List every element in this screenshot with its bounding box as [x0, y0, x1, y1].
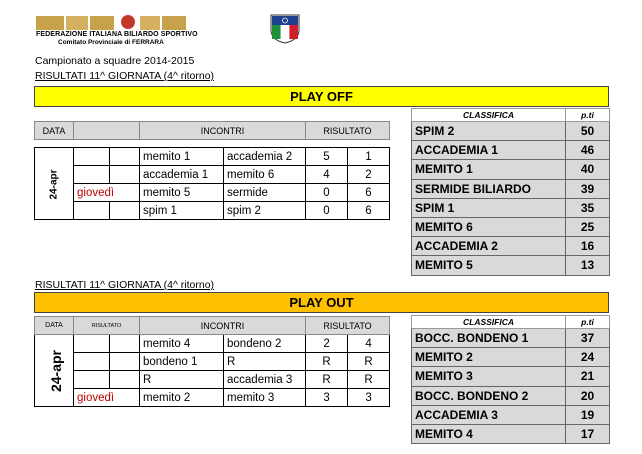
standings-row	[412, 122, 610, 141]
table-row	[35, 335, 390, 353]
away-score: 4	[348, 335, 390, 353]
team-points: 40	[566, 160, 610, 179]
standings-header-row	[412, 316, 610, 329]
home-team: memito 2	[140, 389, 224, 407]
coni-shield-icon	[268, 14, 302, 44]
home-team: spim 1	[140, 202, 224, 220]
col-date-header: DATA	[35, 317, 74, 335]
table-row	[35, 389, 390, 407]
play-off-standings	[411, 108, 610, 276]
home-score: 5	[306, 148, 348, 166]
team-name: MEMITO 5	[412, 256, 566, 275]
away-team: sermide	[224, 184, 306, 202]
away-score: 1	[348, 148, 390, 166]
away-score: 3	[348, 389, 390, 407]
federation-name: FEDERAZIONE ITALIANA BILIARDO SPORTIVO	[36, 31, 198, 38]
standings-header-row	[412, 109, 610, 122]
table-row	[35, 371, 390, 389]
team-name: MEMITO 4	[412, 424, 566, 443]
home-team: memito 4	[140, 335, 224, 353]
team-points: 24	[566, 348, 610, 367]
standings-row	[412, 237, 610, 256]
play-off-banner: PLAY OFF	[34, 86, 609, 107]
standings-row	[412, 405, 610, 424]
match-date-cell	[35, 148, 74, 220]
away-team: R	[224, 353, 306, 371]
team-points: 13	[566, 256, 610, 275]
team-name: BOCC. BONDENO 1	[412, 329, 566, 348]
away-team: memito 6	[224, 166, 306, 184]
match-date-cell	[35, 335, 74, 407]
committee-name: Comitato Provinciale di FERRARA	[58, 39, 164, 46]
home-score: 2	[306, 335, 348, 353]
team-name: ACCADEMIA 1	[412, 141, 566, 160]
col-empty-header	[74, 122, 140, 140]
team-name: MEMITO 3	[412, 367, 566, 386]
away-team: bondeno 2	[224, 335, 306, 353]
standings-row	[412, 217, 610, 236]
home-team: memito 5	[140, 184, 224, 202]
away-score: R	[348, 353, 390, 371]
team-name: SPIM 2	[412, 122, 566, 141]
away-team: accademia 3	[224, 371, 306, 389]
standings-row	[412, 329, 610, 348]
championship-title: Campionato a squadre 2014-2015	[35, 55, 195, 67]
table-header-row	[35, 122, 390, 140]
team-name: SPIM 1	[412, 198, 566, 217]
round-title-play-off: RISULTATI 11^ GIORNATA (4^ ritorno)	[35, 70, 215, 82]
table-row	[35, 202, 390, 220]
team-points: 46	[566, 141, 610, 160]
away-score: R	[348, 371, 390, 389]
away-team: spim 2	[224, 202, 306, 220]
team-points: 35	[566, 198, 610, 217]
standings-header: CLASSIFICA	[412, 316, 566, 329]
home-team: bondeno 1	[140, 353, 224, 371]
team-points: 25	[566, 217, 610, 236]
team-points: 17	[566, 424, 610, 443]
match-day: giovedì	[74, 184, 140, 202]
away-score: 2	[348, 166, 390, 184]
team-name: MEMITO 6	[412, 217, 566, 236]
home-score: 0	[306, 202, 348, 220]
team-points: 37	[566, 329, 610, 348]
away-score: 6	[348, 202, 390, 220]
play-out-standings	[411, 315, 610, 444]
col-result-small-header: RISULTATO	[74, 317, 140, 335]
table-row	[35, 148, 390, 166]
team-name: ACCADEMIA 2	[412, 237, 566, 256]
home-team: accademia 1	[140, 166, 224, 184]
col-matches-header: INCONTRI	[140, 122, 306, 140]
team-name: BOCC. BONDENO 2	[412, 386, 566, 405]
table-header-row	[35, 317, 390, 335]
standings-header: CLASSIFICA	[412, 109, 566, 122]
team-name: MEMITO 2	[412, 348, 566, 367]
play-off-matches-table	[34, 121, 390, 220]
standings-row	[412, 367, 610, 386]
table-row	[35, 184, 390, 202]
team-name: SERMIDE BILIARDO	[412, 179, 566, 198]
standings-row	[412, 424, 610, 443]
team-points: 20	[566, 386, 610, 405]
team-points: 39	[566, 179, 610, 198]
away-score: 6	[348, 184, 390, 202]
home-team: R	[140, 371, 224, 389]
standings-row	[412, 348, 610, 367]
team-name: MEMITO 1	[412, 160, 566, 179]
table-row	[35, 166, 390, 184]
team-points: 21	[566, 367, 610, 386]
team-points: 50	[566, 122, 610, 141]
match-day: giovedì	[74, 389, 140, 407]
standings-row	[412, 386, 610, 405]
play-out-matches-table	[34, 316, 390, 407]
team-name: ACCADEMIA 3	[412, 405, 566, 424]
round-title-play-out: RISULTATI 11^ GIORNATA (4^ ritorno)	[35, 279, 215, 291]
match-date: 24-apr	[48, 349, 65, 392]
standings-row	[412, 198, 610, 217]
col-date-header: DATA	[35, 122, 74, 140]
team-points: 19	[566, 405, 610, 424]
away-team: accademia 2	[224, 148, 306, 166]
points-header: p.ti	[566, 109, 610, 122]
col-result-header: RISULTATO	[306, 317, 390, 335]
spacer-row	[35, 140, 390, 148]
home-score: 3	[306, 389, 348, 407]
standings-row	[412, 160, 610, 179]
play-out-banner: PLAY OUT	[34, 292, 609, 313]
away-team: memito 3	[224, 389, 306, 407]
home-score: R	[306, 371, 348, 389]
col-matches-header: INCONTRI	[140, 317, 306, 335]
table-row	[35, 353, 390, 371]
team-points: 16	[566, 237, 610, 256]
home-score: 0	[306, 184, 348, 202]
points-header: p.ti	[566, 316, 610, 329]
standings-row	[412, 141, 610, 160]
home-score: 4	[306, 166, 348, 184]
home-score: R	[306, 353, 348, 371]
col-result-header: RISULTATO	[306, 122, 390, 140]
standings-row	[412, 179, 610, 198]
standings-row	[412, 256, 610, 275]
home-team: memito 1	[140, 148, 224, 166]
match-date: 24-apr	[48, 168, 60, 200]
